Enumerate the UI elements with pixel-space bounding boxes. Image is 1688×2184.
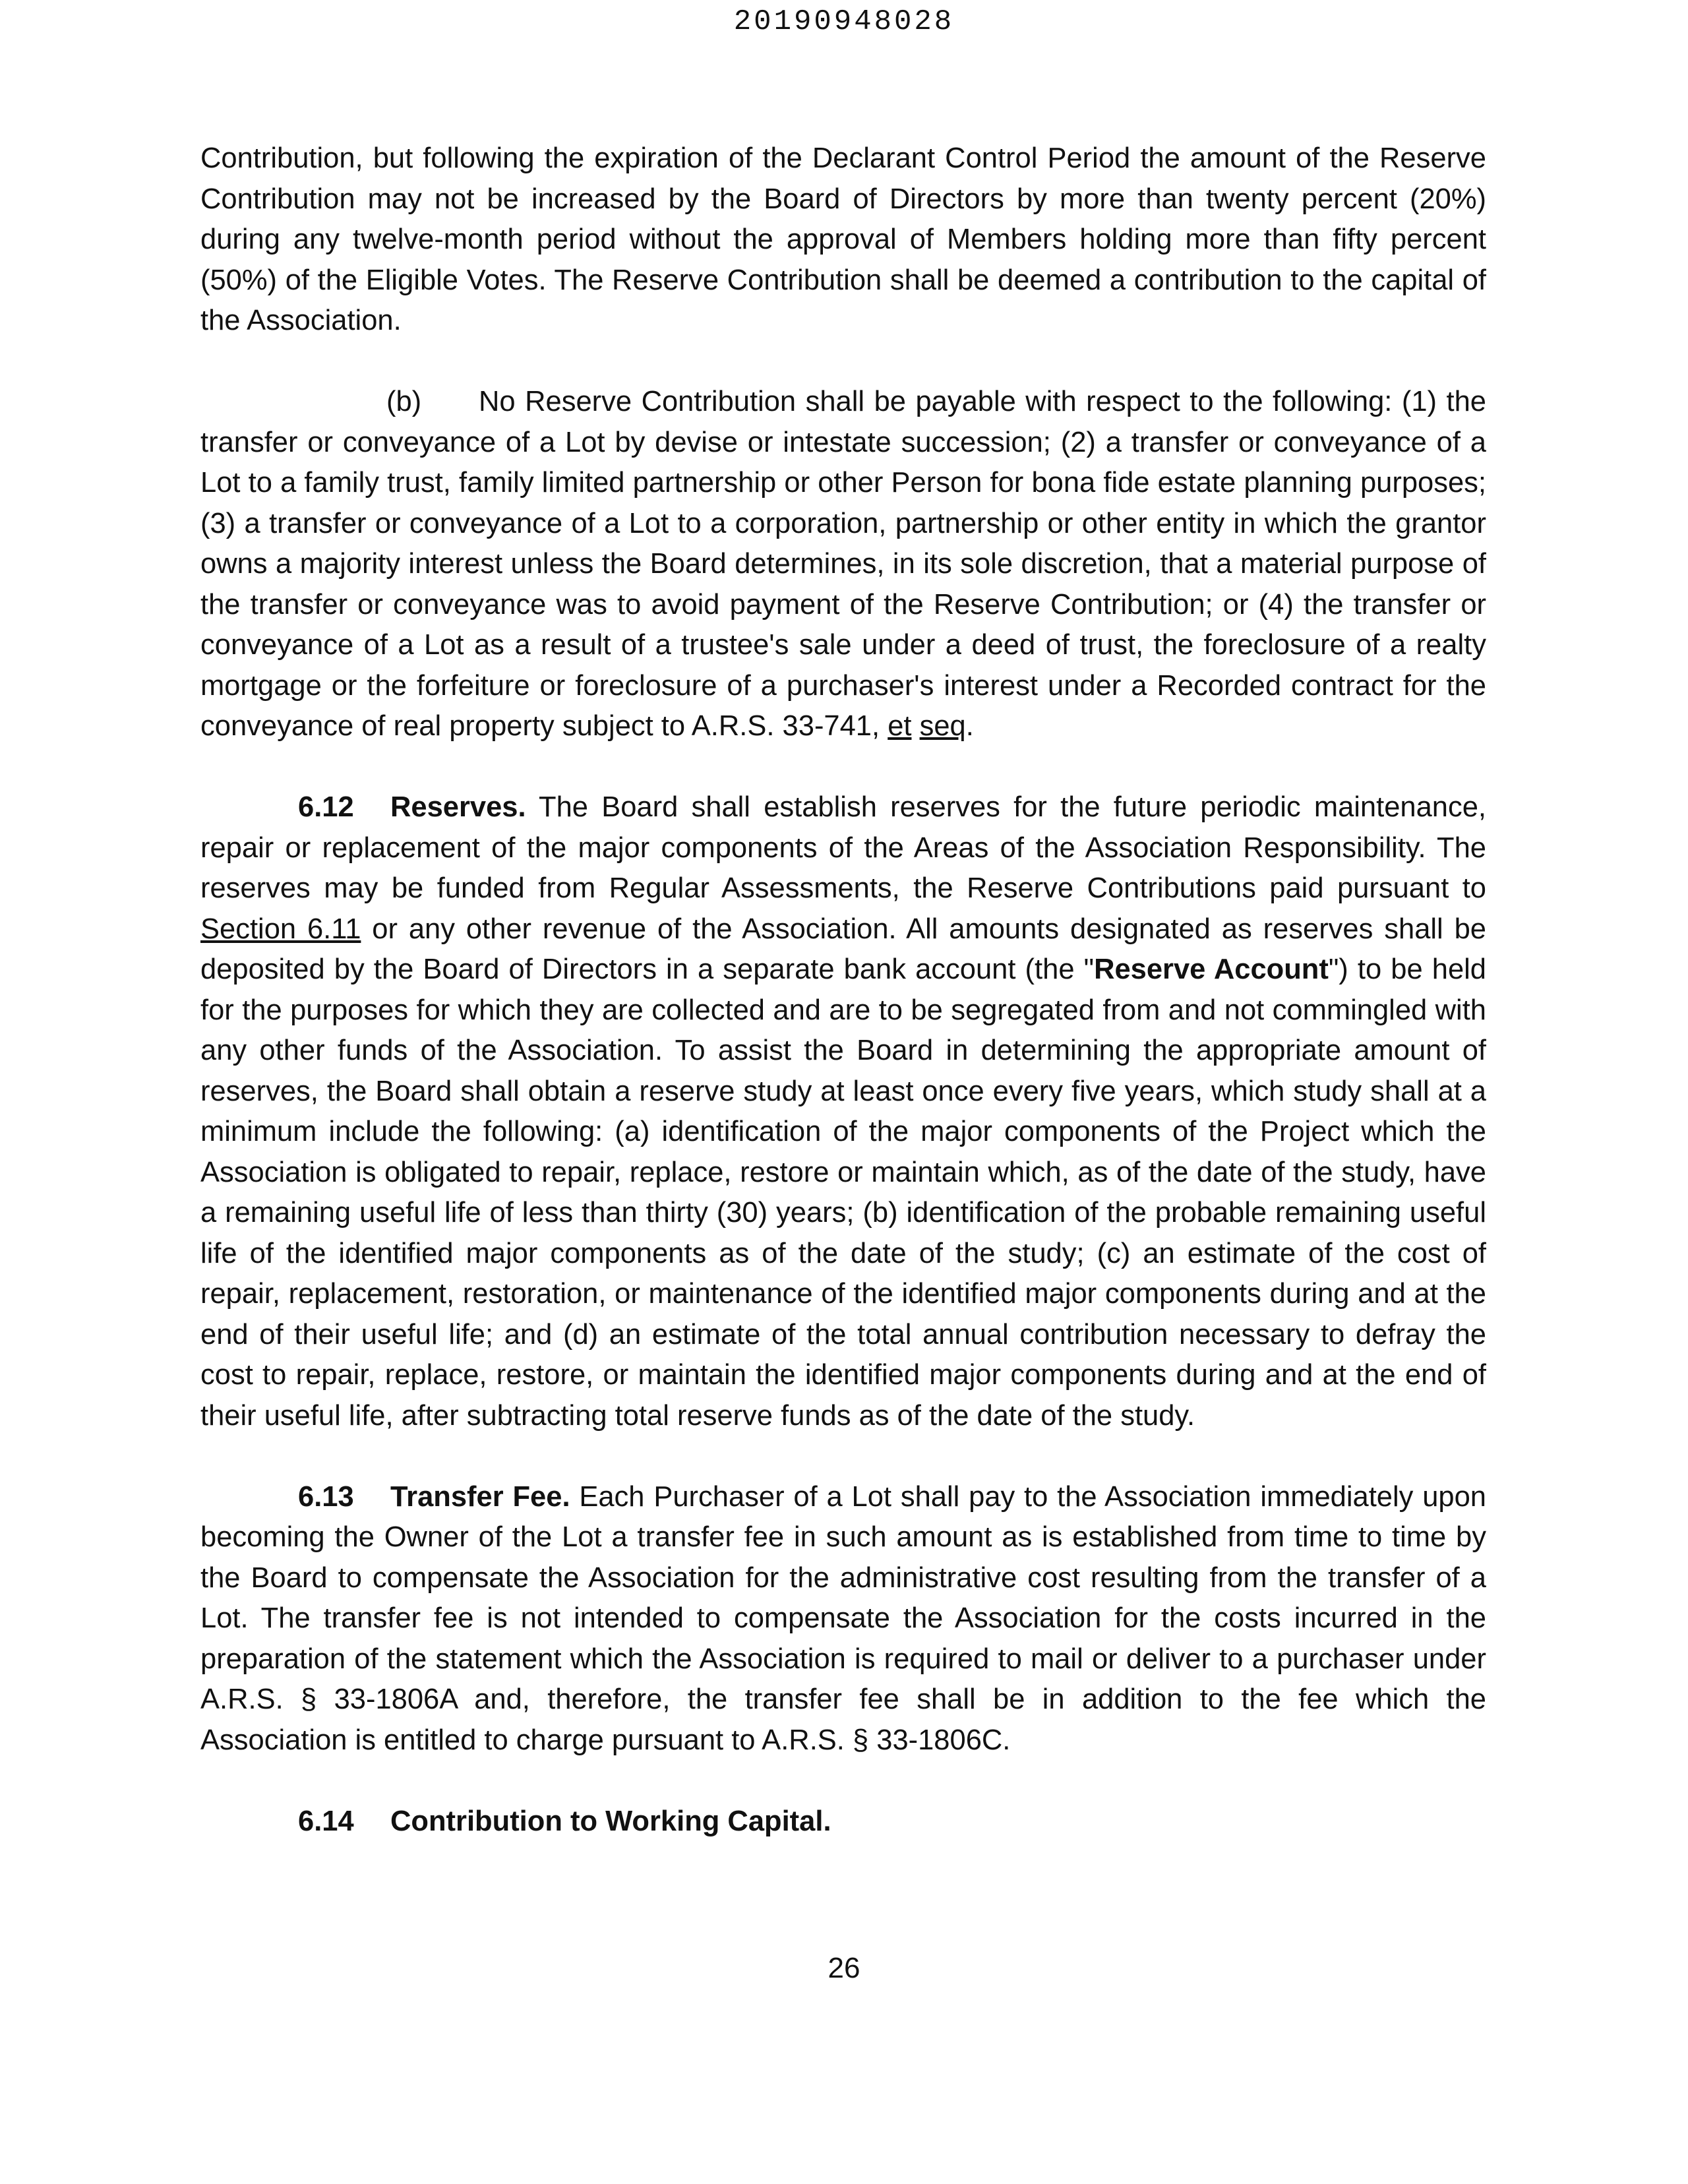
section-number: 6.14 [298, 1805, 354, 1837]
page-number: 26 [828, 1952, 860, 1984]
section-6-12-text-3: ") to be held for the purposes for which they are collected and are to be segregated from and not commingled with any other funds of the Association. To assist the Board in determining the appropriate amount of reserves, the Board shall obtain a reserve study at least once every five years, which study shall at a minimum include the following: (a) identification of the major components of the Project which the Association is obligated to repair, replace, restore or maintain which, as of the date of the study, have a remaining useful life of less than thirty (30) years; (b) identification of the probable remaining useful life of the identified major components as of the date of the study; (c) an estimate of the cost of repair, replacement, restoration, or maintenance of the identified major components during and at the end of their useful life; and (d) an estimate of the total annual contribution necessary to defray the cost to repair, replace, restore, or maintain the identified major components during and at the end of their useful life, after subtracting total reserve funds as of the date of the study. [200, 954, 1486, 1432]
document-number: 20190948028 [733, 5, 955, 38]
defined-term: Reserve Account [1094, 954, 1329, 985]
document-body [200, 138, 1486, 1883]
section-6-12-text-1: The Board shall establish reserves for the future periodic maintenance, repair or replacement of the major components of the Areas of the Association Responsibility. The reserves may be funded from Regular Assessments, the Reserve Contributions paid pursuant to [200, 791, 1486, 904]
section-6-12-text-2: or any other revenue of the Association. All amounts designated as reserves shall be deposited by the Board of Directors in a separate bank account (the " [200, 913, 1486, 985]
seq-abbrev: seq [919, 710, 966, 742]
et-abbrev: et [888, 710, 912, 742]
continuation-text: Contribution, but following the expiration of the Declarant Control Period the amount of the Reserve Contribution may not be increased by the Board of Directors by more than twenty percent (20%) during any twelve-month period without the approval of Members holding more than fifty percent (50%) of the Eligible Votes. The Reserve Contribution shall be deemed a contribution to the capital of the Association. [200, 142, 1486, 336]
section-title: Reserves. [390, 791, 526, 823]
subsection-b-paragraph [200, 382, 1486, 747]
section-6-14-heading [200, 1802, 1486, 1842]
section-6-12-paragraph [200, 787, 1486, 1436]
section-number: 6.13 [298, 1480, 354, 1513]
section-reference: Section 6.11 [200, 913, 361, 945]
section-6-13-text: Each Purchaser of a Lot shall pay to the Association immediately upon becoming the Owner of the Lot a transfer fee in such amount as is established from time to time by the Board to compensate the Association for the administrative cost resulting from the transfer of a Lot. The transfer fee is not intended to compensate the Association for the costs incurred in the preparation of the statement which the Association is required to mail or deliver to a purchaser under A.R.S. § 33-1806A and, therefore, the transfer fee shall be in addition to the fee which the Association is entitled to charge pursuant to A.R.S. § 33-1806C. [200, 1480, 1486, 1756]
subsection-b-end: . [965, 710, 974, 742]
section-6-13-paragraph [200, 1477, 1486, 1761]
section-title: Contribution to Working Capital. [390, 1805, 831, 1837]
section-number: 6.12 [298, 791, 354, 823]
section-title: Transfer Fee. [390, 1480, 570, 1513]
continuation-paragraph [200, 138, 1486, 342]
subsection-b-text: No Reserve Contribution shall be payable with respect to the following: (1) the transfer or conveyance of a Lot by devise or intestate succession; (2) a transfer or conveyance of a Lot to a family trust, family limited partnership or other Person for bona fide estate planning purposes; (3) a transfer or conveyance of a Lot to a corporation, partnership or other entity in which the grantor owns a majority interest unless the Board determines, in its sole discretion, that a material purpose of the transfer or conveyance was to avoid payment of the Reserve Contribution; or (4) the transfer or conveyance of a Lot as a result of a trustee's sale under a deed of trust, the foreclosure of a realty mortgage or the forfeiture or foreclosure of a purchaser's interest under a Recorded contract for the conveyance of real property subject to A.R.S. 33-741, [200, 386, 1486, 742]
subsection-label: (b) [386, 386, 422, 417]
